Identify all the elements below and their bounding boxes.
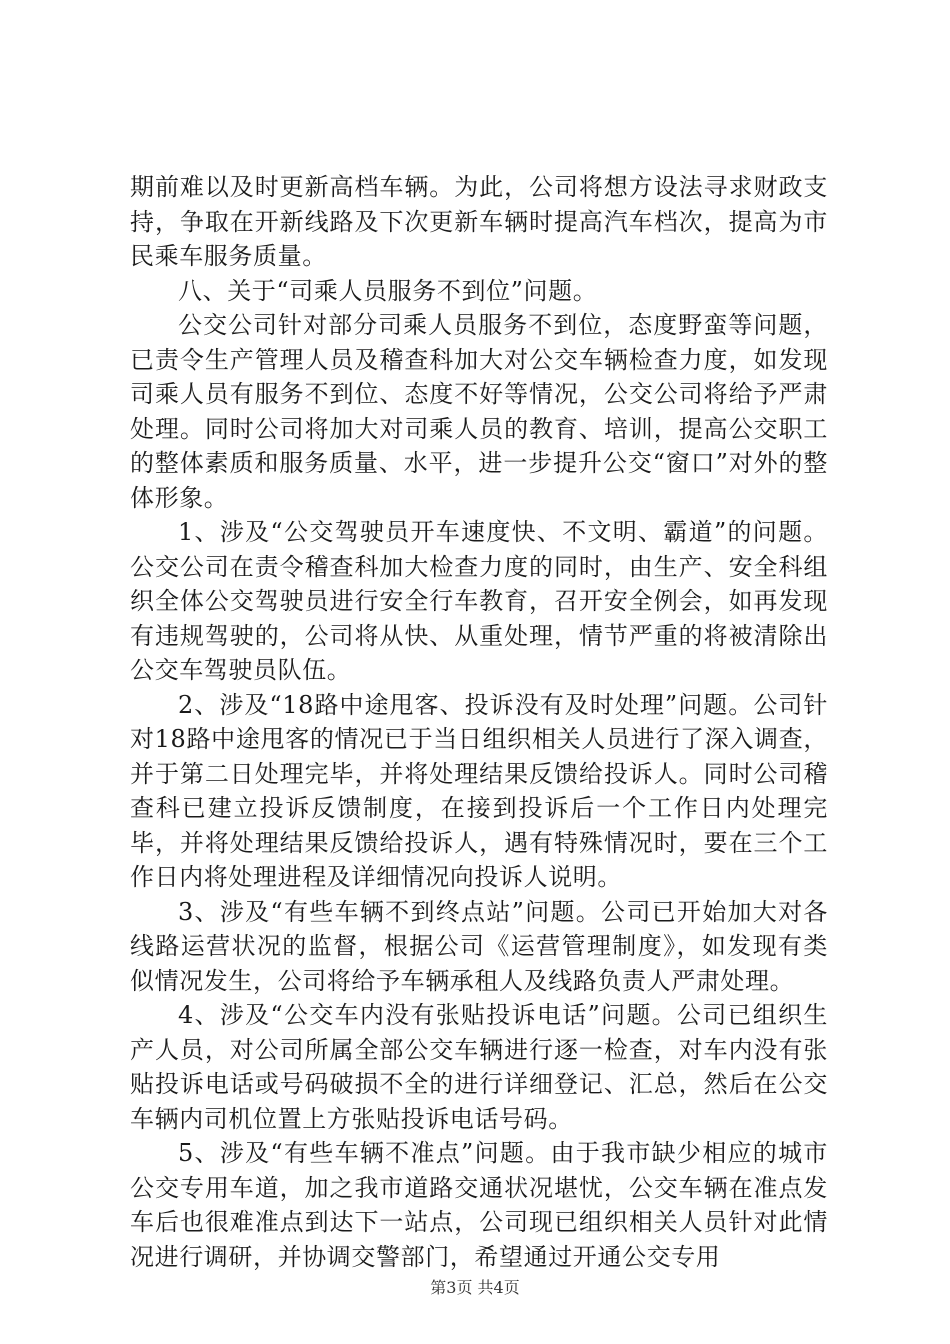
paragraph-item-1: 1、涉及“公交驾驶员开车速度快、不文明、霸道”的问题。公交公司在责令稽查科加大检查力度的同时，由生产、安全科组织全体公交驾驶员进行安全行车教育，召开安全例会，如再发现有违规驾驶的，公司将从快、从重处理，情节严重的将被清除出公交车驾驶员队伍。 (130, 518, 828, 684)
page-number-footer: 第3页 共4页 (430, 1278, 520, 1297)
paragraph-service: 公交公司针对部分司乘人员服务不到位，态度野蛮等问题，已责令生产管理人员及稽查科加大对公交车辆检查力度，如发现司乘人员有服务不到位、态度不好等情况，公交公司将给予严肃处理。同时公司将加大对司乘人员的教育、培训，提高公交职工的整体素质和服务质量、水平，进一步提升公交“窗口”对外的整体形象。 (130, 311, 828, 512)
document-body (130, 170, 828, 1274)
paragraph-item-4: 4、涉及“公交车内没有张贴投诉电话”问题。公司已组织生产人员，对公司所属全部公交车辆进行逐一检查，对车内没有张贴投诉电话或号码破损不全的进行详细登记、汇总，然后在公交车辆内司机位置上方张贴投诉电话号码。 (130, 1001, 828, 1133)
paragraph-continuation: 期前难以及时更新高档车辆。为此，公司将想方设法寻求财政支持，争取在开新线路及下次更新车辆时提高汽车档次，提高为市民乘车服务质量。 (130, 173, 828, 270)
section-heading-eight: 八、关于“司乘人员服务不到位”问题。 (178, 276, 598, 305)
paragraph-item-2: 2、涉及“18路中途甩客、投诉没有及时处理”问题。公司针对18路中途甩客的情况已于当日组织相关人员进行了深入调查，并于第二日处理完毕，并将处理结果反馈给投诉人。同时公司稽查科已建立投诉反馈制度，在接到投诉后一个工作日内处理完毕，并将处理结果反馈给投诉人，遇有特殊情况时，要在三个工作日内将处理进程及详细情况向投诉人说明。 (130, 690, 828, 891)
paragraph-item-3: 3、涉及“有些车辆不到终点站”问题。公司已开始加大对各线路运营状况的监督，根据公司《运营管理制度》，如发现有类似情况发生，公司将给予车辆承租人及线路负责人严肃处理。 (130, 897, 828, 995)
paragraph-item-5: 5、涉及“有些车辆不准点”问题。由于我市缺少相应的城市公交专用车道，加之我市道路交通状况堪忧，公交车辆在准点发车后也很难准点到达下一站点，公司现已组织相关人员针对此情况进行调研，并协调交警部门，希望通过开通公交专用 (130, 1139, 828, 1271)
